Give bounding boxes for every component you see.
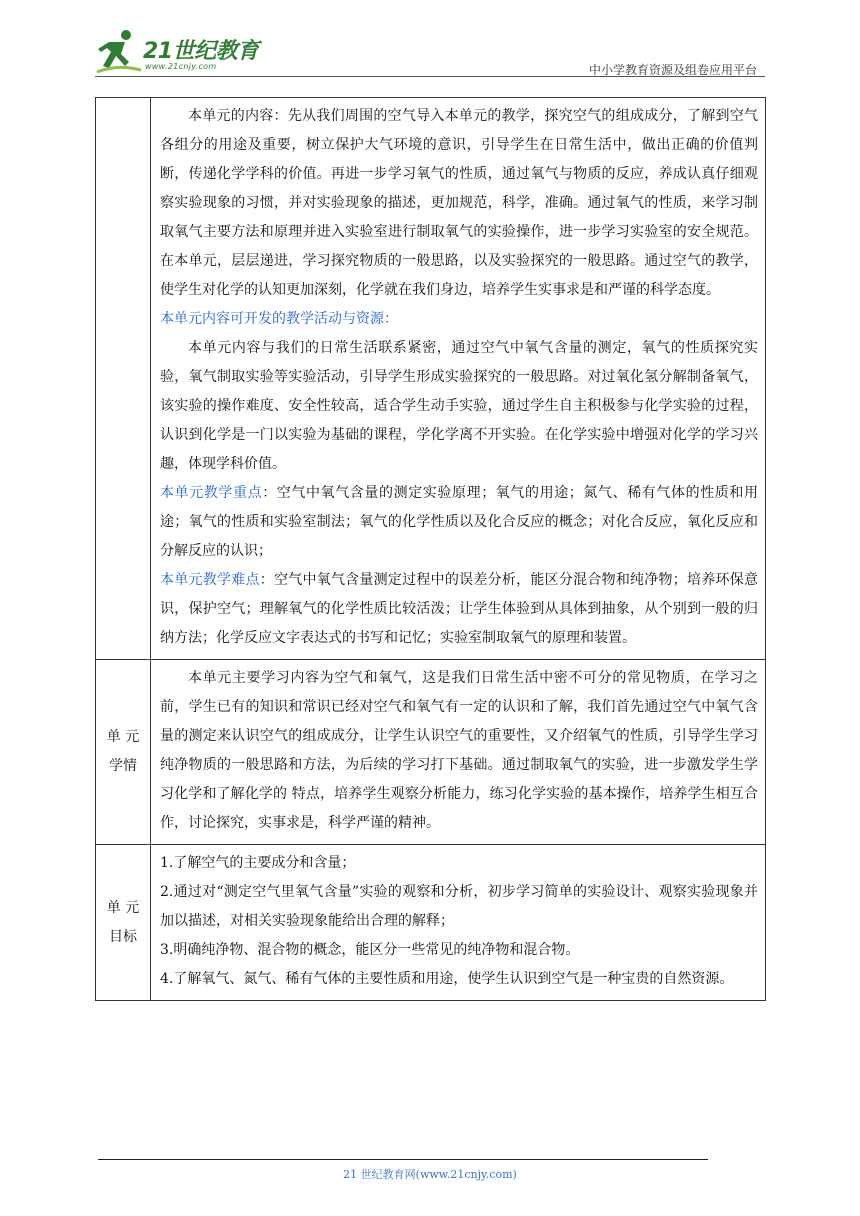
logo-text: 21世纪教育 (143, 39, 259, 64)
row-label-situation (96, 660, 151, 845)
table-row-content (96, 98, 766, 660)
header-divider (95, 76, 765, 77)
page-header (95, 28, 765, 78)
key-points-label: 本单元教学重点 (160, 485, 263, 501)
row-label-goals (96, 845, 151, 1001)
content-cell (151, 98, 766, 660)
site-logo[interactable] (95, 28, 275, 76)
goals-cell (151, 845, 766, 1001)
goal-item: 3.明确纯净物、混合物的概念，能区分一些常见的纯净物和混合物。 (160, 942, 580, 958)
key-points-paragraph (160, 479, 758, 566)
unit-content-paragraph: 本单元的内容：先从我们周围的空气导入本单元的教学，探究空气的组成成分，了解到空气各组分的用途及重要，树立保护大气环境的意识，引导学生在日常生活中，做出正确的价值判断，传递化学学科的价值。再进一步学习氧气的性质，通过氧气与物质的反应，养成认真仔细观察实验现象的习惯，并对实验现象的描述，更加规范，科学，准确。通过氧气的性质，来学习制取氧气主要方法和原理并进入实验室进行制取氧气的实验操作，进一步学习实验室的安全规范。在本单元，层层递进，学习探究物质的一般思路，以及实验探究的一般思路。通过空气的教学，使学生对化学的认知更加深刻，化学就在我们身边，培养学生实事求是和严谨的科学态度。 (160, 108, 758, 298)
goal-item: 1.了解空气的主要成分和含量； (160, 855, 356, 871)
footer-divider (98, 1159, 708, 1160)
difficulties-paragraph (160, 566, 758, 653)
goal-item: 2.通过对“测定空气里氧气含量”实验的观察和分析，初步学习简单的实验设计、观察实验现象并加以描述，对相关实验现象能给出合理的解释； (160, 884, 758, 929)
label-line-1: 单 元 (106, 899, 140, 916)
situation-paragraph: 本单元主要学习内容为空气和氧气，这是我们日常生活中密不可分的常见物质，在学习之前，学生已有的知识和常识已经对空气和氧气有一定的认识和了解，我们首先通过空气中氧气含量的测定来认识空气的组成成分，让学生认识空气的重要性，又介绍氧气的性质，引导学生学习纯净物质的一般思路和方法，为后续的学习打下基础。通过制取氧气的实验，进一步激发学生学习化学和了解化学的 特点，培养学生观察分析能力，练习化学实验的基本操作，培养学生相互合作，讨论探究，实事求是，科学严谨的精神。 (160, 670, 758, 831)
runner-logo-icon (95, 28, 143, 74)
unit-table (95, 97, 766, 1001)
key-points-text: ：空气中氧气含量的测定实验原理；氧气的用途；氮气、稀有气体的性质和用途；氧气的性质和实验室制法；氧气的化学性质以及化合反应的概念；对化合反应，氧化反应和分解反应的认识； (160, 485, 759, 559)
label-line-2: 学情 (109, 758, 137, 774)
logo-url: www.21cnjy.com (145, 62, 217, 71)
difficulties-label: 本单元教学难点 (160, 572, 260, 588)
row-label-empty (96, 98, 151, 660)
label-line-2: 目标 (109, 928, 137, 945)
table-row-goals (96, 845, 766, 1001)
activities-heading: 本单元内容可开发的教学活动与资源： (160, 311, 398, 327)
situation-cell (151, 660, 766, 845)
platform-title: 中小学教育资源及组卷应用平台 (588, 63, 757, 77)
activities-paragraph: 本单元内容与我们的日常生活联系紧密，通过空气中氧气含量的测定，氧气的性质探究实验，氧气制取实验等实验活动，引导学生形成实验探究的一般思路。对过氧化氢分解制备氧气，该实验的操作难度、安全性较高，适合学生动手实验，通过学生自主积极参与化学实验的过程，认识到化学是一门以实验为基础的课程，学化学离不开实验。在化学实验中增强对化学的学习兴趣，体现学科价值。 (160, 340, 758, 472)
label-line-1: 单 元 (106, 729, 140, 745)
goal-item: 4.了解氧气、氮气、稀有气体的主要性质和用途，使学生认识到空气是一种宝贵的自然资源。 (160, 971, 734, 987)
footer-link[interactable]: 21 世纪教育网(www.21cnjy.com) (343, 1168, 517, 1181)
table-row-situation (96, 660, 766, 845)
difficulties-text: ：空气中氧气含量测定过程中的误差分析，能区分混合物和纯净物；培养环保意识，保护空气；理解氧气的化学性质比较活泼；让学生体验到从具体到抽象，从个别到一般的归纳方法；化学反应文字表达式的书写和记忆；实验室制取氧气的原理和装置。 (160, 572, 759, 646)
